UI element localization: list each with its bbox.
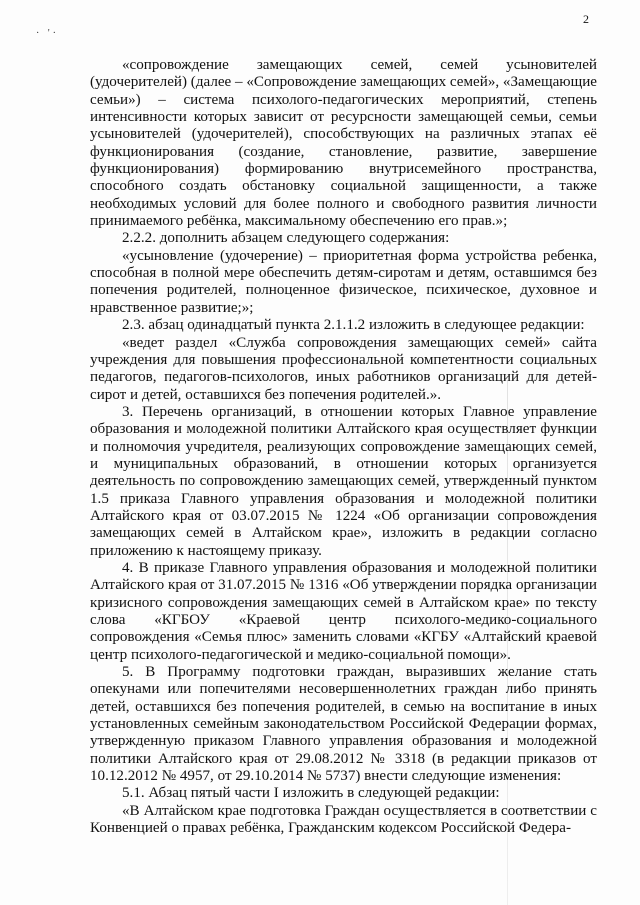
paragraph-altai-training: «В Алтайском крае подготовка Граждан осуществляется в соответствии с Конвенцией о правах ребёнка, Гражданским кодексом Российской Федера-: [90, 802, 597, 837]
paragraph-definition-support: «сопровождение замещающих семей, семей усыновителей (удочерителей) (далее – «Сопровождение замещающих семей», «Замещающие семьи») – система психолого-педагогических мероприятий, степень интенсивности которых зависит от ресурсности замещающей семьи, семьи усыновителей (удочерителей), способствующих на различных этапах её функционирования (создание, становление, развитие, завершение функционирования) формированию внутрисемейного пространства, способного создать обстановку социальной защищенности, а также необходимых условий для более полного и свободного развития личности принимаемого ребёнка, максимальному обеспечению его прав.»;: [90, 57, 597, 230]
paragraph-2-2-2: 2.2.2. дополнить абзацем следующего содержания:: [122, 230, 450, 247]
paragraph-5: 5. В Программу подготовки граждан, выразивших желание стать опекунами или попечителями несовершеннолетних граждан либо принять детей, оставшихся без попечения родителей, в семью на воспитание в иных установленных семейным законодательством Российской Федерации формах, утвержденную приказом Главного управления образования и молодежной политики Алтайского края от 29.08.2012 № 3318 (в редакции приказов от 10.12.2012 № 4957, от 29.10.2014 № 5737) внести следующие изменения:: [90, 664, 597, 785]
paragraph-3: 3. Перечень организаций, в отношении которых Главное управление образования и молодежной политики Алтайского края осуществляет функции и полномочия учредителя, реализующих сопровождение замещающих семей, и муниципальных образований, в отношении которых организуется деятельность по сопровождению замещающих семей, утвержденный пунктом 1.5 приказа Главного управления образования и молодежной политики Алтайского края от 03.07.2015 № 1224 «Об организации сопровождения замещающих семей в Алтайском крае», изложить в редакции согласно приложению к настоящему приказу.: [90, 403, 597, 559]
paragraph-2-3: 2.3. абзац одинадцатый пункта 2.1.1.2 изложить в следующее редакции:: [122, 317, 585, 334]
paragraph-website-section: «ведет раздел «Служба сопровождения замещающих семей» сайта учреждения для повышения профессиональной компетентности социальных педагогов, педагогов-психологов, иных работников организаций для детей-сирот и детей, оставшихся без попечения родителей.».: [90, 334, 597, 403]
page-number: 2: [583, 12, 589, 26]
document-body: [90, 57, 597, 837]
paragraph-4: 4. В приказе Главного управления образования и молодежной политики Алтайского края от 31.07.2015 № 1316 «Об утверждении порядка организации кризисного сопровождения замещающих семей в Алтайском крае» по тексту слова «КГБОУ «Краевой центр психолого-медико-социального сопровождения «Семья плюс» заменить словами «КГБУ «Алтайский краевой центр психолого-педагогической и медико-социальной помощи».: [90, 559, 597, 663]
paragraph-5-1: 5.1. Абзац пятый части I изложить в следующей редакции:: [122, 785, 500, 802]
paragraph-adoption-definition: «усыновление (удочерение) – приоритетная форма устройства ребенка, способная в полной мере обеспечить детям-сиротам и детям, оставшимся без попечения родителей, полноценное физическое, психическое, духовное и нравственное развитие;»;: [90, 247, 597, 316]
scan-marks: · '·: [36, 28, 59, 39]
